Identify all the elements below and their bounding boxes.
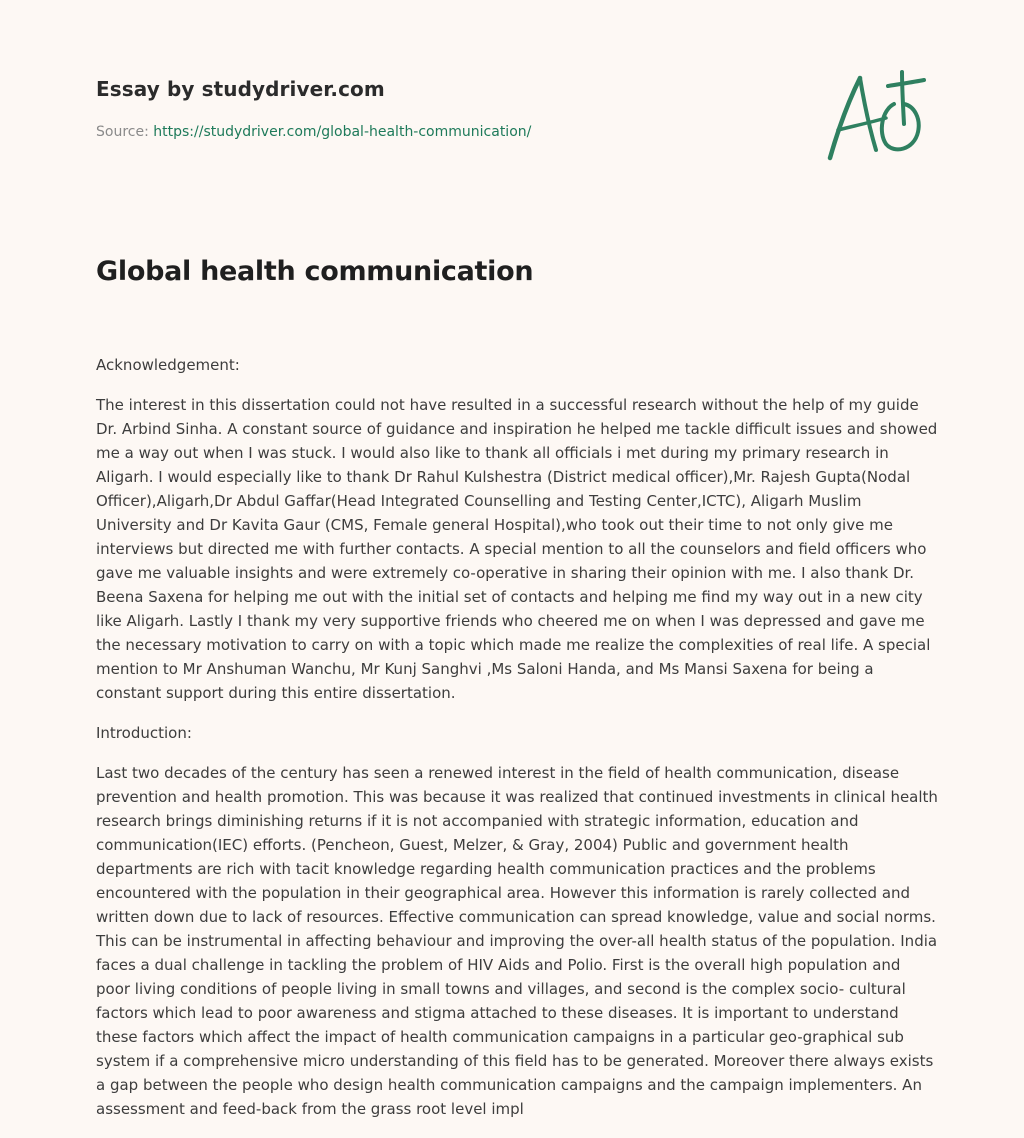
section-heading-acknowledgement: Acknowledgement: xyxy=(96,356,240,374)
document-body xyxy=(96,353,938,1137)
body-paragraph: Last two decades of the century has seen a renewed interest in the field of health communication, disease prevention and health promotion. This was because it was realized that continued investments in clinical health research brings diminishing returns if it is not accompanied with strategic information, education and communication(IEC) efforts. (Pencheon, Guest, Melzer, & Gray, 2004) Public and government health departments are rich with tacit knowledge regarding health communication practices and the problems encountered with the population in their geographical area. However this information is rarely collected and written down due to lack of resources. Effective communication can spread knowledge, value and social norms. This can be instrumental in affecting behaviour and improving the over-all health status of the population. India faces a dual challenge in tackling the problem of HIV Aids and Polio. First is the overall high population and poor living conditions of people living in small towns and villages, and second is the complex socio- cultural factors which lead to poor awareness and stigma attached to these diseases. It is important to understand these factors which affect the impact of health communication campaigns in a particular geo-graphical sub system if a comprehensive micro understanding of this field has to be generated. Moreover there always exists a gap between the people who design health communication campaigns and the campaign implementers. An assessment and feed-back from the grass root level impl xyxy=(96,764,938,1118)
site-brand: Essay by studydriver.com xyxy=(96,77,385,101)
a-plus-logo-icon xyxy=(824,68,928,164)
section-heading-introduction: Introduction: xyxy=(96,724,192,742)
document-title: Global health communication xyxy=(96,256,534,287)
source-label: Source: xyxy=(96,124,154,140)
body-paragraph: The interest in this dissertation could not have resulted in a successful research without the help of my guide Dr. Arbind Sinha. A constant source of guidance and inspiration he helped me tackle difficult issues and showed me a way out when I was stuck. I would also like to thank all officials i met during my primary research in Aligarh. I would especially like to thank Dr Rahul Kulshestra (District medical officer),Mr. Rajesh Gupta(Nodal Officer),Aligarh,Dr Abdul Gaffar(Head Integrated Counselling and Testing Center,ICTC), Aligarh Muslim University and Dr Kavita Gaur (CMS, Female general Hospital),who took out their time to not only give me interviews but directed me with further contacts. A special mention to all the counselors and field officers who gave me valuable insights and were extremely co-operative in sharing their opinion with me. I also thank Dr. Beena Saxena for helping me out with the initial set of contacts and helping me find my way out in a new city like Aligarh. Lastly I thank my very supportive friends who cheered me on when I was depressed and gave me the necessary motivation to carry on with a topic which made me realize the complexities of real life. A special mention to Mr Anshuman Wanchu, Mr Kunj Sanghvi ,Ms Saloni Handa, and Ms Mansi Saxena for being a constant support during this entire dissertation. xyxy=(96,396,938,702)
source-link[interactable]: https://studydriver.com/global-health-communication/ xyxy=(153,124,532,140)
source-line xyxy=(96,124,531,140)
